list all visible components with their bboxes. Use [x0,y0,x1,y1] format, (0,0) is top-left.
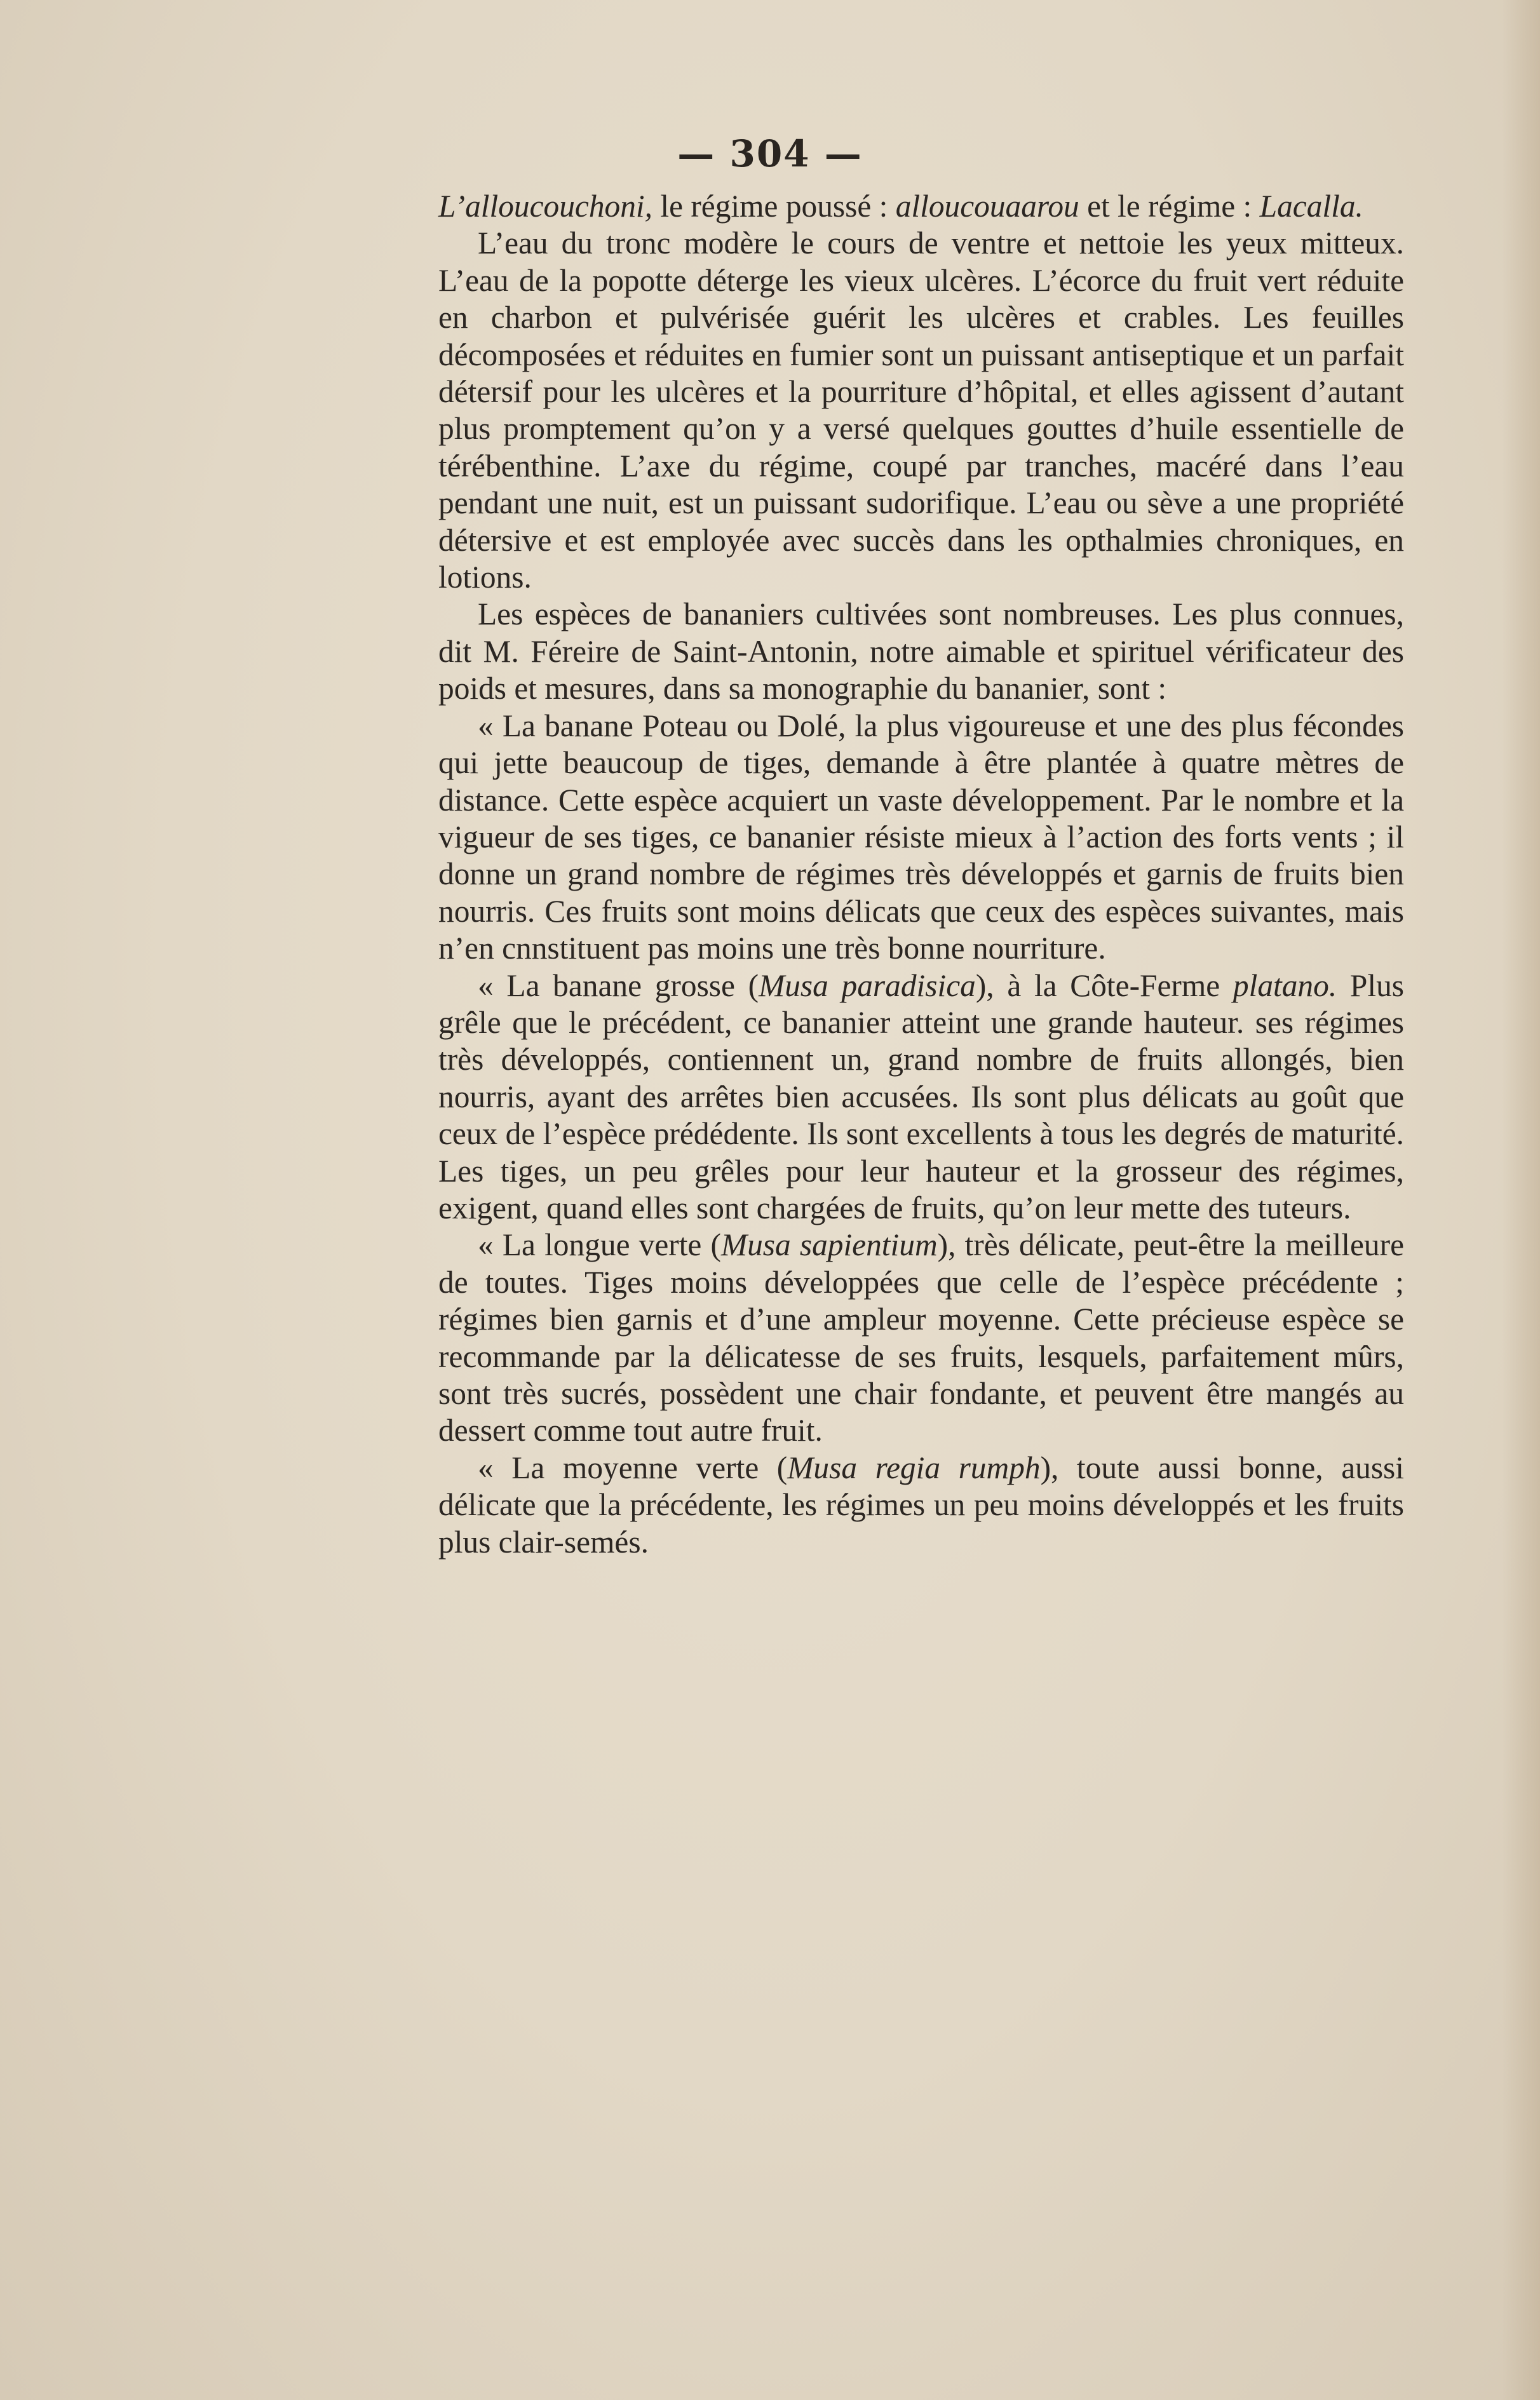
paragraph [438,1227,1404,1449]
text-run: « La longue verte ( [478,1227,721,1263]
italic-text: Musa sapientium [720,1227,938,1263]
paragraph [438,708,1404,967]
text-run: le régime poussé : [652,189,896,224]
italic-text: Lacalla. [1259,189,1363,224]
page-number: — 304 — [677,132,863,175]
italic-text: platano. [1233,967,1337,1003]
paragraph [438,188,1404,225]
page-edge-shadow [1502,0,1540,2400]
italic-text: alloucouaarou [895,189,1079,224]
paragraph [438,967,1404,1227]
text-run: Plus grêle que le précédent, ce bananier atteint une grande hauteur. ses régimes très développés, contiennent un, grand nombre de fruits allongés, bien nourris, ayant des arrêtes bien accusées. Ils sont plus délicats au goût que ceux de l’espèce prédédente. Ils sont excellents à tous les degrés de maturité. Les tiges, un peu grêles pour leur hauteur et la grosseur des régimes, exigent, quand elles sont chargées de fruits, qu’on leur mette des tuteurs. [438,967,1404,1225]
text-run: et le régime : [1079,189,1260,224]
text-run: ), très délicate, peut-être la meilleure de toutes. Tiges moins développées que celle de l’espèce précédente ; régimes bien garnis et d’une ampleur moyenne. Cette précieuse espèce se recommande par la délicatesse de ses fruits, lesquels, parfaitement mûrs, sont très sucrés, possèdent une chair fondante, et peuvent être mangés au dessert comme tout autre fruit. [438,1227,1404,1448]
text-run: ), toute aussi bonne, aussi délicate que la précédente, les régimes un peu moins développés et les fruits plus clair-semés. [438,1450,1404,1560]
text-run: L’eau du tronc modère le cours de ventre et nettoie les yeux mitteux. L’eau de la popotte déterge les vieux ulcères. L’écorce du fruit vert réduite en charbon et pulvérisée guérit les ulcères et crables. Les feuilles décomposées et réduites en fumier sont un puissant antiseptique et un parfait détersif pour les ulcères et la pourriture d’hôpital, et elles agissent d’autant plus promptement qu’on y a versé quelques gouttes d’huile essentielle de térébenthine. L’axe du régime, coupé par tranches, macéré dans l’eau pendant une nuit, est un puissant sudorifique. L’eau ou sève a une propriété détersive et est employée avec succès dans les opthalmies chroniques, en lotions. [438,226,1404,595]
text-run: « La banane grosse ( [478,967,759,1003]
text-run: ), à la Côte-Ferme [975,967,1233,1003]
italic-text: Musa paradisica [759,967,976,1003]
text-run: Les espèces de bananiers cultivées sont nombreuses. Les plus connues, dit M. Féreire de Saint-Antonin, notre aimable et spirituel vérificateur des poids et mesures, dans sa monographie du bananier, sont : [438,597,1404,706]
paragraph [438,225,1404,596]
paragraph [438,596,1404,707]
paragraph [438,1450,1404,1561]
text-run: « La moyenne verte ( [478,1450,788,1485]
italic-text: Musa regia rumph [787,1450,1041,1485]
italic-text: L’alloucouchoni, [438,189,653,224]
text-run: « La banane Poteau ou Dolé, la plus vigoureuse et une des plus fécondes qui jette beaucoup de tiges, demande à être plantée à quatre mètres de distance. Cette espèce acquiert un vaste développement. Par le nombre et la vigueur de ses tiges, ce bananier résiste mieux à l’action des forts vents ; il donne un grand nombre de régimes très développés et garnis de fruits bien nourris. Ces fruits sont moins délicats que ceux des espèces suivantes, mais n’en cnnstituent pas moins une très bonne nourriture. [438,708,1404,966]
body-text [438,188,1404,1561]
